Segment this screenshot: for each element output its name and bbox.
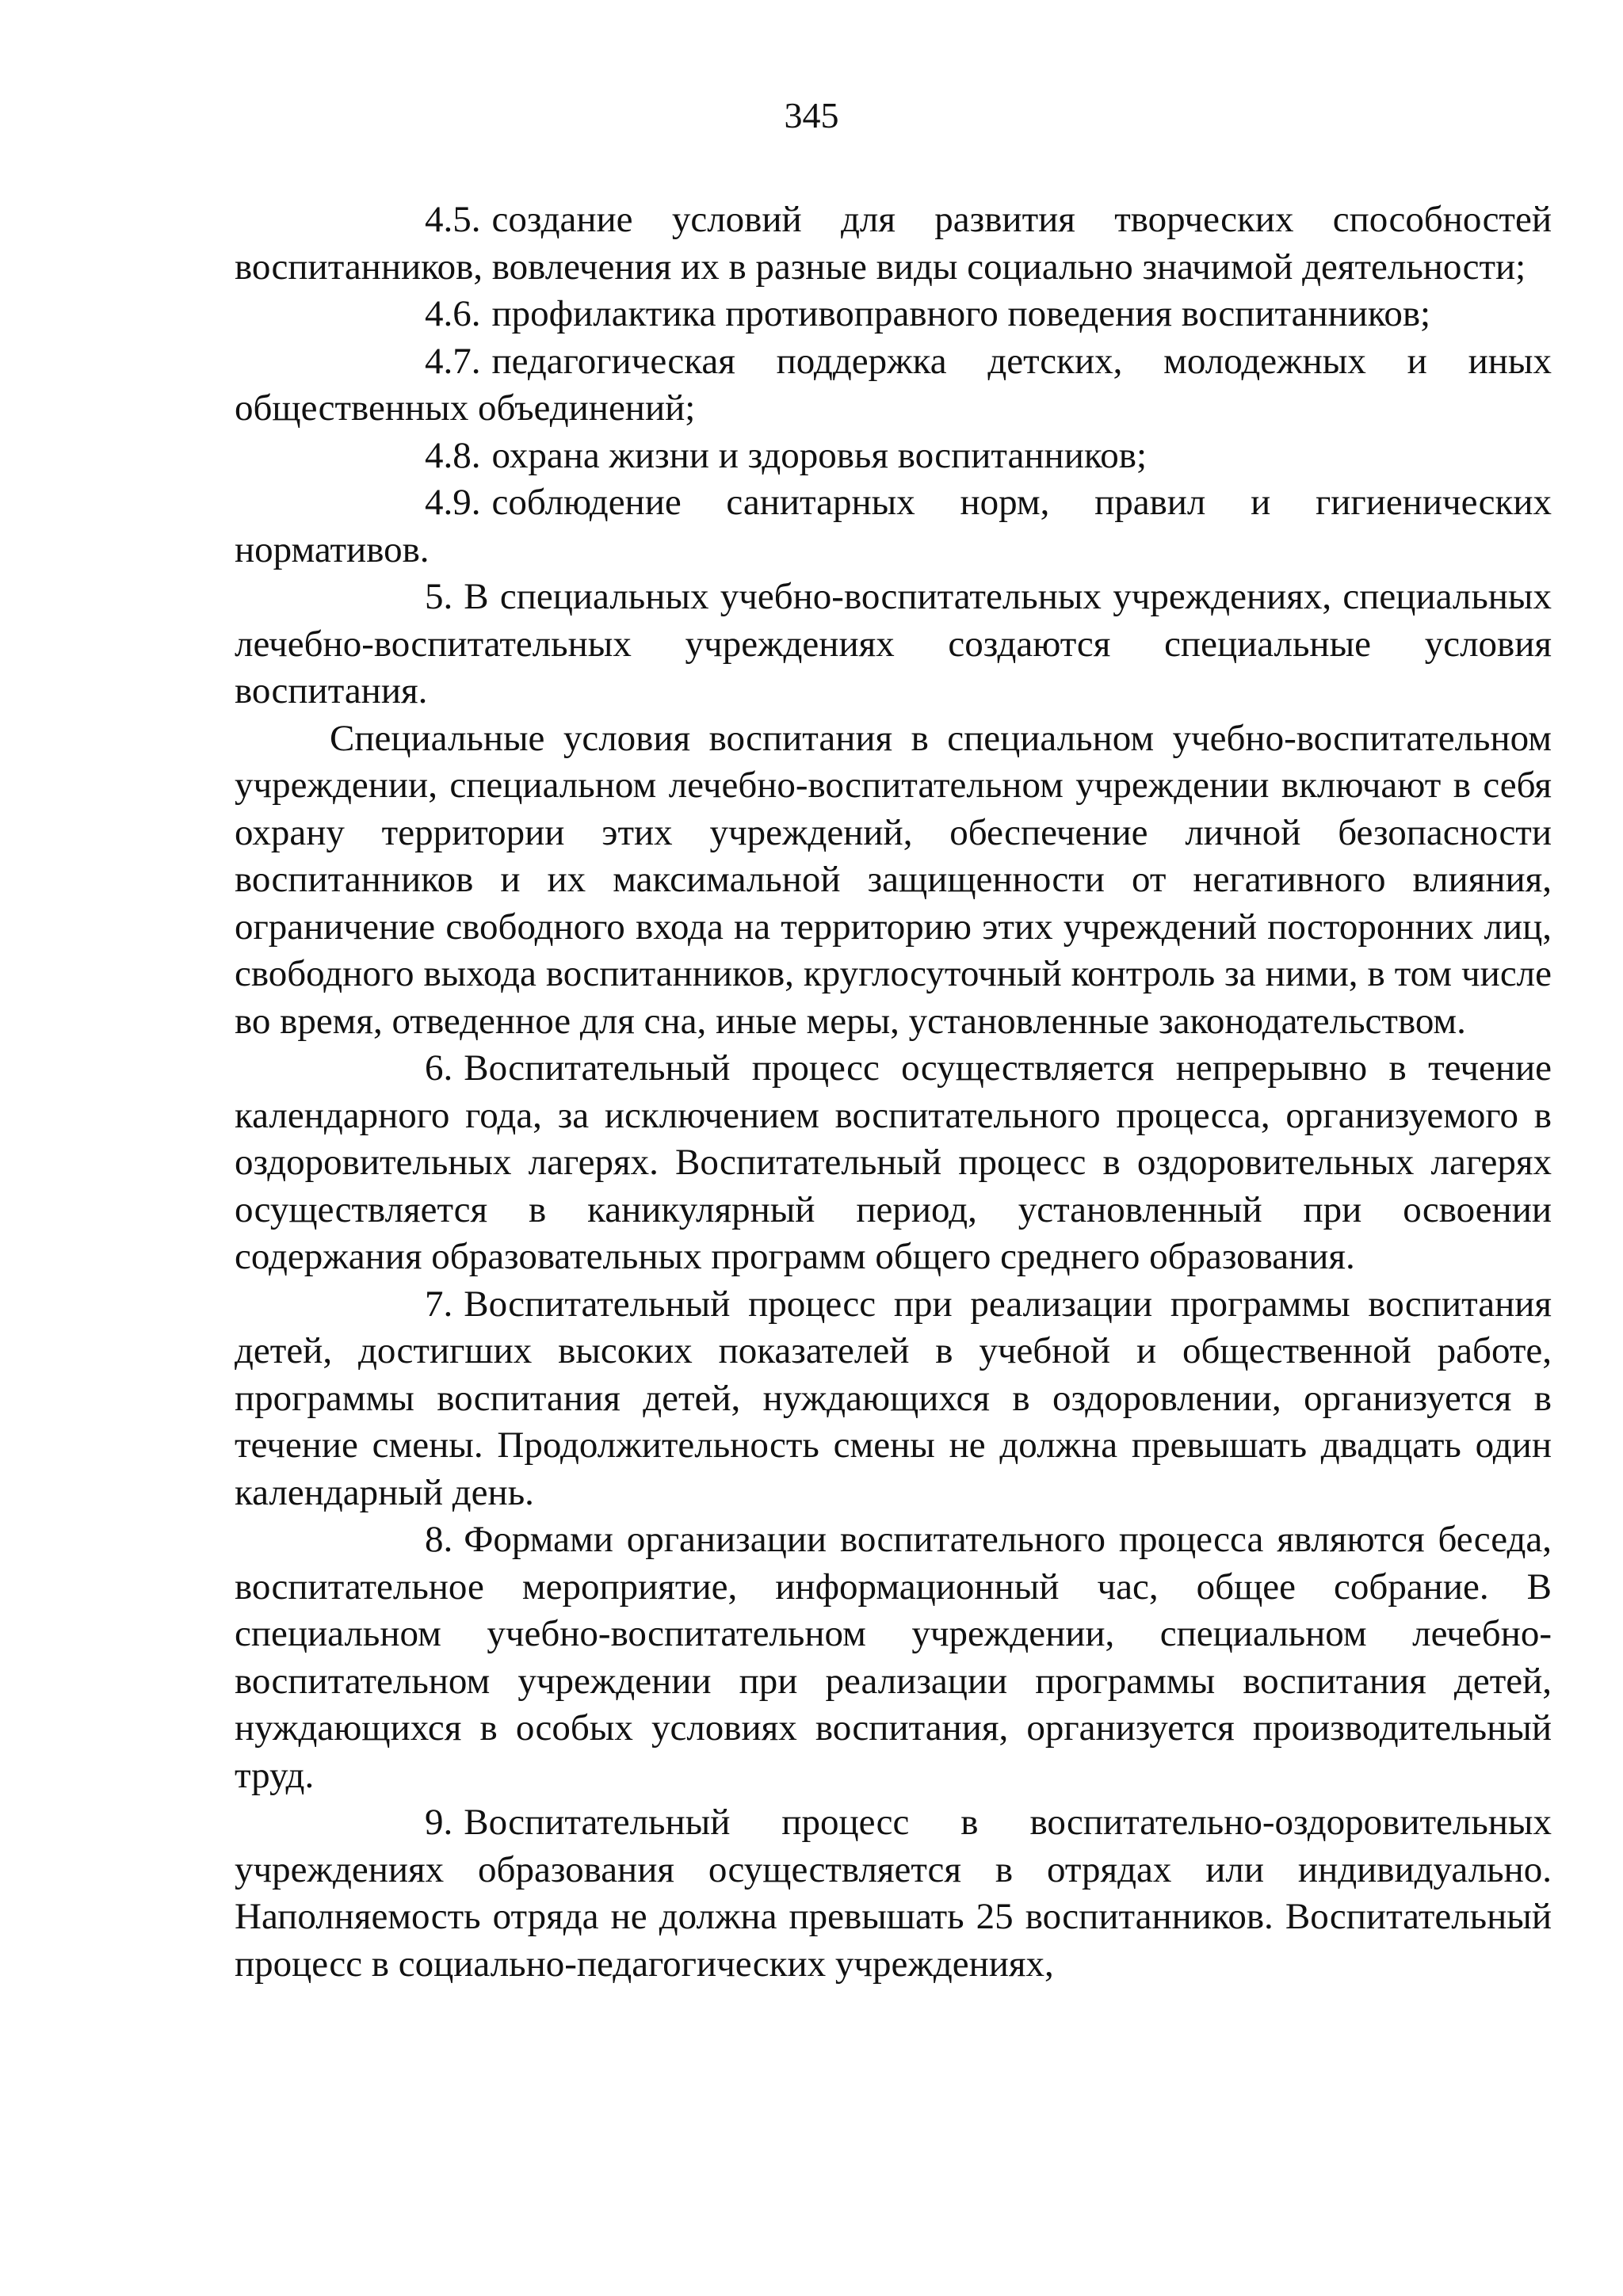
paragraph-text: Формами организации воспитательного процесса являются беседа, воспитательное мероприятие, информационный час, общее собрание. В специальном учебно-воспитательном учреждении, специальном лечебно-воспитательном учреждении при реализации программы воспитания детей, нуждающихся в особых условиях воспитания, организуется производительный труд. — [235, 1519, 1552, 1796]
item-number: 4.8. — [425, 434, 481, 476]
paragraph-6 — [235, 1045, 1552, 1281]
paragraph-9 — [235, 1799, 1552, 1988]
item-number: 6. — [425, 1047, 453, 1089]
item-number: 4.6. — [425, 293, 481, 334]
item-number: 4.9. — [425, 482, 481, 523]
paragraph-5 — [235, 574, 1552, 715]
paragraph-text: профилактика противоправного поведения воспитанников; — [491, 293, 1431, 334]
item-number: 7. — [425, 1283, 453, 1325]
item-number: 5. — [425, 576, 453, 617]
paragraph-text: соблюдение санитарных норм, правил и гигиенических нормативов. — [235, 482, 1552, 570]
paragraph-text: Воспитательный процесс при реализации программы воспитания детей, достигших высоких показателей в учебной и общественной работе, программы воспитания детей, нуждающихся в оздоровлении, организуется в течение смены. Продолжительность смены не должна превышать двадцать один календарный день. — [235, 1283, 1552, 1513]
paragraph-text: охрана жизни и здоровья воспитанников; — [491, 434, 1148, 476]
paragraph-4-5 — [235, 196, 1552, 291]
item-number: 4.5. — [425, 199, 481, 240]
paragraph-7 — [235, 1281, 1552, 1517]
paragraph-8 — [235, 1516, 1552, 1799]
paragraph-5-continued — [235, 715, 1552, 1046]
paragraph-text: Специальные условия воспитания в специальном учебно-воспитательном учреждении, специальном лечебно-воспитательном учреждении включают в себя охрану территории этих учреждений, обеспечение личной безопасности воспитанников и их максимальной защищенности от негативного влияния, ограничение свободного входа на территорию этих учреждений посторонних лиц, свободного выхода воспитанников, круглосуточный контроль за ними, в том числе во время, отведенное для сна, иные меры, установленные законодательством. — [235, 717, 1552, 1042]
paragraph-text: создание условий для развития творческих способностей воспитанников, вовлечения их в разные виды социально значимой деятельности; — [235, 199, 1552, 288]
paragraph-4-7 — [235, 338, 1552, 433]
paragraph-4-8 — [235, 433, 1552, 480]
page-number: 345 — [784, 95, 839, 135]
paragraph-text: Воспитательный процесс в воспитательно-оздоровительных учреждениях образования осуществляется в отрядах или индивидуально. Наполняемость отряда не должна превышать 25 воспитанников. Воспитательный процесс в социально-педагогических учреждениях, — [235, 1802, 1552, 1985]
paragraph-4-6 — [235, 291, 1552, 338]
item-number: 9. — [425, 1802, 453, 1843]
item-number: 4.7. — [425, 340, 481, 382]
paragraph-text: В специальных учебно-воспитательных учреждениях, специальных лечебно-воспитательных учреждениях создаются специальные условия воспитания. — [235, 576, 1552, 711]
document-body — [235, 196, 1552, 1988]
paragraph-4-9 — [235, 479, 1552, 574]
paragraph-text: педагогическая поддержка детских, молодежных и иных общественных объединений; — [235, 340, 1552, 429]
paragraph-text: Воспитательный процесс осуществляется непрерывно в течение календарного года, за исключением воспитательного процесса, организуемого в оздоровительных лагерях. Воспитательный процесс в оздоровительных лагерях осуществляется в каникулярный период, установленный при освоении содержания образовательных программ общего среднего образования. — [235, 1047, 1552, 1277]
item-number: 8. — [425, 1519, 453, 1560]
